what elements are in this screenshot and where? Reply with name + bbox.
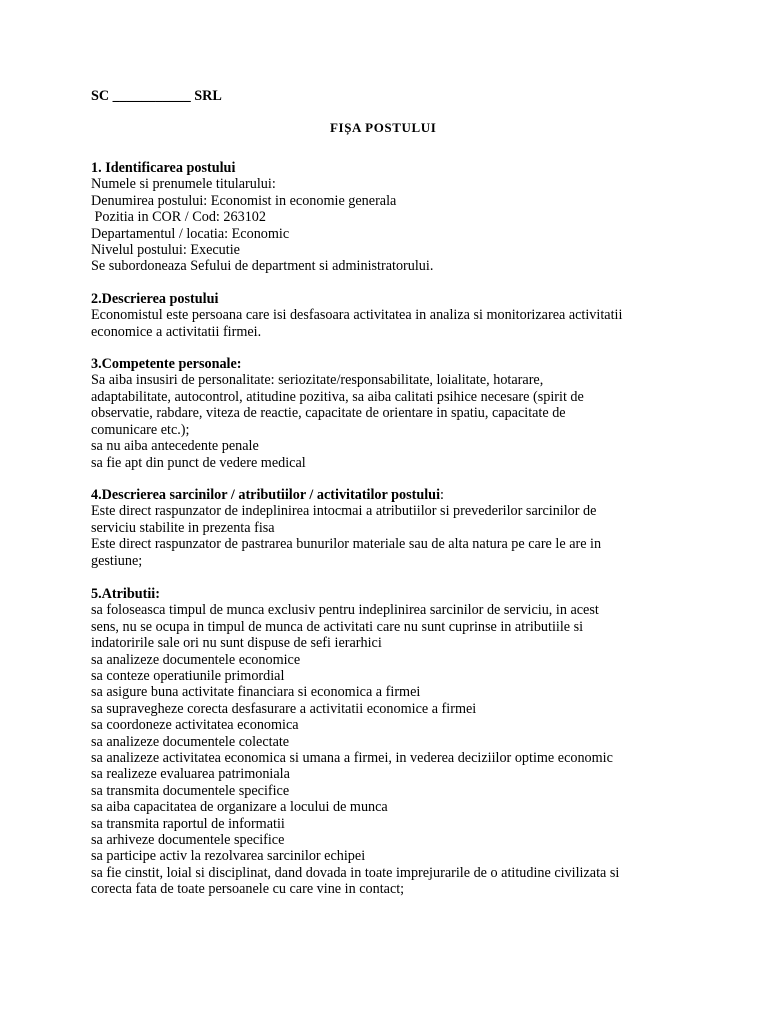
text-line: serviciu stabilite in prezenta fisa: [91, 519, 275, 536]
section-descriere-sarcini: [91, 487, 691, 569]
text-line: sa analizeze documentele colectate: [91, 733, 290, 750]
text-line: sa transmita raportul de informatii: [91, 815, 285, 832]
text-line: observatie, rabdare, viteza de reactie, capacitate de orientare in spatiu, capacitate de: [91, 405, 566, 422]
text-line: economice a activitatii firmei.: [91, 323, 262, 340]
document-page: [91, 88, 691, 898]
text-line: Denumirea postului: Economist in economie generala: [91, 192, 397, 209]
text-line: Nivelul postului: Executie: [91, 242, 240, 259]
section-identificare-post: [91, 160, 691, 275]
section-heading: 1. Identificarea postului: [91, 160, 236, 176]
text-line: adaptabilitate, autocontrol, atitudine pozitiva, sa aiba calitati psihice necesare (spirit de: [91, 388, 584, 405]
section-heading-line: [91, 487, 691, 503]
company-name: SC ___________ SRL: [91, 88, 222, 104]
text-line: sa fie cinstit, loial si disciplinat, dand dovada in toate imprejurarile de o atitudine civilizata si: [91, 864, 620, 881]
text-line: Economistul este persoana care isi desfasoara activitatea in analiza si monitorizarea activitatii: [91, 307, 623, 324]
text-line: sa aiba capacitatea de organizare a locului de munca: [91, 799, 388, 816]
text-line: sa foloseasca timpul de munca exclusiv pentru indeplinirea sarcinilor de serviciu, in acest: [91, 602, 599, 619]
text-line: sa analizeze activitatea economica si umana a firmei, in vederea deciziilor optime economic: [91, 750, 613, 766]
heading-suffix: :: [440, 486, 444, 503]
document-title: FIȘA POSTULUI: [330, 120, 437, 135]
text-line: Este direct raspunzator de indeplinirea intocmai a atributiilor si prevederilor sarcinilor de: [91, 503, 597, 520]
text-line: sa fie apt din punct de vedere medical: [91, 454, 306, 471]
section-competente-personale: [91, 356, 691, 471]
text-line: Numele si prenumele titularului:: [91, 176, 276, 193]
text-line: corecta fata de toate persoanele cu care vine in contact;: [91, 881, 405, 898]
text-line: indatoririle sale ori nu sunt dispuse de sefi ierarhici: [91, 635, 382, 652]
text-line: sa realizeze evaluarea patrimoniala: [91, 766, 290, 783]
text-line: Se subordoneaza Sefului de department si administratorului.: [91, 258, 434, 275]
text-line: sa supravegheze corecta desfasurare a activitatii economice a firmei: [91, 700, 477, 717]
section-atributii: [91, 586, 691, 898]
text-line: sa conteze operatiunile primordial: [91, 667, 285, 684]
text-line: sens, nu se ocupa in timpul de munca de activitati care nu sunt cuprinse in atributiile si: [91, 618, 584, 635]
text-line: comunicare etc.);: [91, 421, 190, 438]
text-line: sa nu aiba antecedente penale: [91, 438, 259, 455]
text-line: Pozitia in COR / Cod: 263102: [91, 209, 266, 226]
text-line: sa asigure buna activitate financiara si economica a firmei: [91, 684, 421, 701]
text-line: sa coordoneze activitatea economica: [91, 717, 299, 734]
section-heading: 4.Descrierea sarcinilor / atributiilor / activitatilor postului: [91, 486, 441, 503]
text-line: sa transmita documentele specifice: [91, 782, 290, 799]
text-line: Departamentul / locatia: Economic: [91, 225, 290, 242]
section-heading: 3.Competente personale:: [91, 356, 242, 373]
text-line: gestiune;: [91, 552, 143, 569]
text-line: Este direct raspunzator de pastrarea bunurilor materiale sau de alta natura pe care le are in: [91, 536, 602, 553]
text-line: sa participe activ la rezolvarea sarcinilor echipei: [91, 848, 366, 865]
text-line: Sa aiba insusiri de personalitate: seriozitate/responsabilitate, loialitate, hotarare,: [91, 372, 544, 389]
text-line: sa analizeze documentele economice: [91, 651, 301, 668]
section-descriere-post: [91, 291, 691, 340]
section-heading: 5.Atributii:: [91, 585, 160, 602]
text-line: sa arhiveze documentele specifice: [91, 832, 285, 849]
section-heading: 2.Descrierea postului: [91, 290, 219, 307]
